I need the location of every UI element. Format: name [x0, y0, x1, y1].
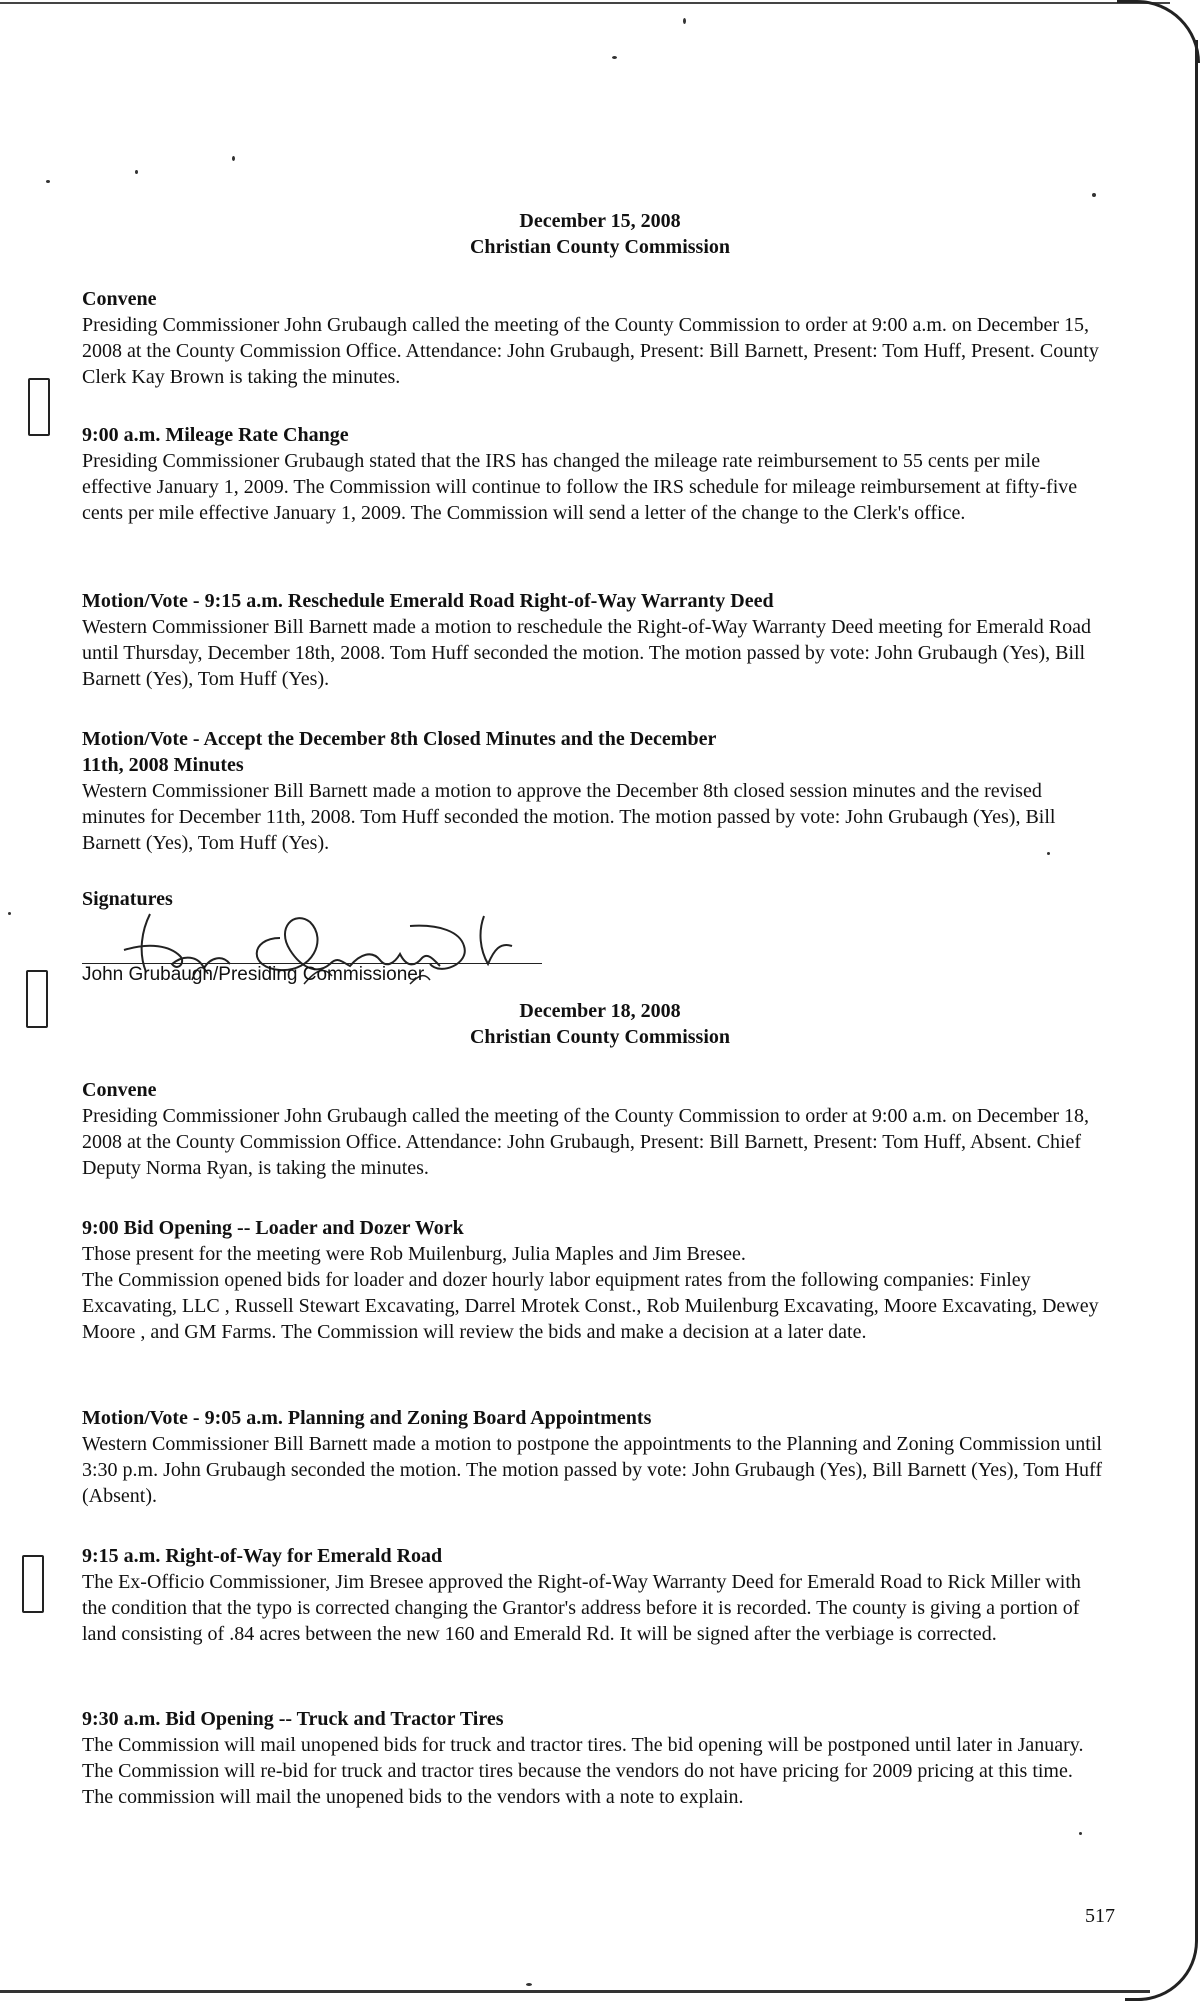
section-body: Presiding Commissioner John Grubaugh called the meeting of the County Commission to order at 9:00 a.m. on December 18, 2008 at the County Commission Office. Attendance: John Grubaugh, Present: Bill Barnett, Present: Tom Huff, Absent. Chief Deputy Norma Ryan, is taking the minutes. [82, 1105, 1090, 1179]
signature-line-text: John Grubaugh/Presiding Commissioner [82, 964, 425, 985]
section-body: The Commission will mail unopened bids for truck and tractor tires. The bid opening will be postponed until later in January. The Commission will re-bid for truck and tractor tires because the vendors do not have pricing for 2009 pricing at this time. The commission will mail the unopened bids to the vendors with a note to explain. [82, 1734, 1084, 1808]
meeting-1-section-mileage [82, 422, 1102, 526]
section-body: Western Commissioner Bill Barnett made a motion to postpone the appointments to the Planning and Zoning Commission until 3:30 p.m. John Grubaugh seconded the motion. The motion passed by vote: John Grubaugh (Yes), Bill Barnett (Yes), Tom Huff (Absent). [82, 1433, 1103, 1507]
scan-edge-top [0, 2, 1170, 4]
section-title: Motion/Vote - Accept the December 8th Closed Minutes and the December 11th, 2008 Minutes [82, 728, 716, 776]
scan-speck [46, 180, 50, 183]
section-body: Western Commissioner Bill Barnett made a motion to approve the December 8th closed session minutes and the revised minutes for December 11th, 2008. Tom Huff seconded the motion. The motion passed by vote: John Grubaugh (Yes), Bill Barnett (Yes), Tom Huff (Yes). [82, 780, 1056, 854]
scan-speck [612, 56, 617, 59]
scan-speck [135, 170, 138, 174]
scan-speck [232, 156, 235, 161]
scan-corner-top [1117, 0, 1200, 63]
scan-edge-bottom [0, 1990, 1150, 1993]
section-body: Western Commissioner Bill Barnett made a motion to reschedule the Right-of-Way Warranty Deed meeting for Emerald Road until Thursday, December 18th, 2008. Tom Huff seconded the motion. The motion passed by vote: John Grubaugh (Yes), Bill Barnett (Yes), Tom Huff (Yes). [82, 616, 1091, 690]
scan-speck [8, 912, 11, 915]
meeting-2-heading [0, 998, 1200, 1050]
section-title: Convene [82, 1079, 157, 1101]
meeting-2-date: December 18, 2008 [519, 1000, 681, 1022]
section-title: Convene [82, 288, 157, 310]
margin-mark [28, 378, 50, 436]
scan-edge-right [1195, 40, 1198, 1940]
section-body-continued: The Commission opened bids for loader and dozer hourly labor equipment rates from the following companies: Finley Excavating, LLC , Russell Stewart Excavating, Darrel Mrotek Const., Rob Muilenburg Excavating, Moore Excavating, Dewey Moore , and GM Farms. The Commission will review the bids and make a decision at a later date. [82, 1269, 1099, 1343]
meeting-2-section-zoning [82, 1405, 1102, 1509]
page-number: 517 [1085, 1905, 1115, 1927]
section-body: Those present for the meeting were Rob Muilenburg, Julia Maples and Jim Bresee. [82, 1243, 746, 1265]
scan-speck [1079, 1832, 1082, 1835]
meeting-1-date: December 15, 2008 [519, 210, 681, 232]
section-body: Presiding Commissioner John Grubaugh called the meeting of the County Commission to order at 9:00 a.m. on December 15, 2008 at the County Commission Office. Attendance: John Grubaugh, Present: Bill Barnett, Present: Tom Huff, Present. County Clerk Kay Brown is taking the minutes. [82, 314, 1099, 388]
meeting-1-section-accept-minutes [82, 726, 1102, 856]
scan-speck [683, 18, 686, 24]
meeting-2-body-name: Christian County Commission [469, 1026, 731, 1048]
section-title: 9:00 Bid Opening -- Loader and Dozer Work [82, 1217, 464, 1239]
section-title: Signatures [82, 888, 173, 910]
scan-speck [526, 1983, 532, 1986]
meeting-1-section-convene [82, 286, 1102, 390]
section-title: 9:00 a.m. Mileage Rate Change [82, 424, 349, 446]
signature-block [80, 880, 580, 1000]
meeting-2-section-emerald-right-of-way [82, 1543, 1102, 1647]
meeting-1-heading [0, 208, 1200, 260]
meeting-2-section-bid-loader [82, 1215, 1102, 1345]
meeting-2-section-bid-tires [82, 1706, 1102, 1810]
section-body: The Ex-Officio Commissioner, Jim Bresee approved the Right-of-Way Warranty Deed for Emerald Road to Rick Miller with the condition that the typo is corrected changing the Grantor's address before it is recorded. The county is giving a portion of land consisting of .84 acres between the new 160 and Emerald Rd. It will be signed after the verbiage is corrected. [82, 1571, 1081, 1645]
section-title: Motion/Vote - 9:15 a.m. Reschedule Emerald Road Right-of-Way Warranty Deed [82, 590, 774, 612]
meeting-1-body-name: Christian County Commission [469, 236, 731, 258]
section-title: 9:30 a.m. Bid Opening -- Truck and Tractor Tires [82, 1708, 504, 1730]
margin-mark [22, 1555, 44, 1613]
meeting-1-section-emerald-reschedule [82, 588, 1102, 692]
section-title: Motion/Vote - 9:05 a.m. Planning and Zoning Board Appointments [82, 1407, 652, 1429]
meeting-2-section-convene [82, 1077, 1102, 1181]
section-title: 9:15 a.m. Right-of-Way for Emerald Road [82, 1545, 443, 1567]
scan-speck [1092, 193, 1096, 197]
section-body: Presiding Commissioner Grubaugh stated that the IRS has changed the mileage rate reimbursement to 55 cents per mile effective January 1, 2009. The Commission will continue to follow the IRS schedule for mileage reimbursement at fifty-five cents per mile effective January 1, 2009. The Commission will send a letter of the change to the Clerk's office. [82, 450, 1078, 524]
